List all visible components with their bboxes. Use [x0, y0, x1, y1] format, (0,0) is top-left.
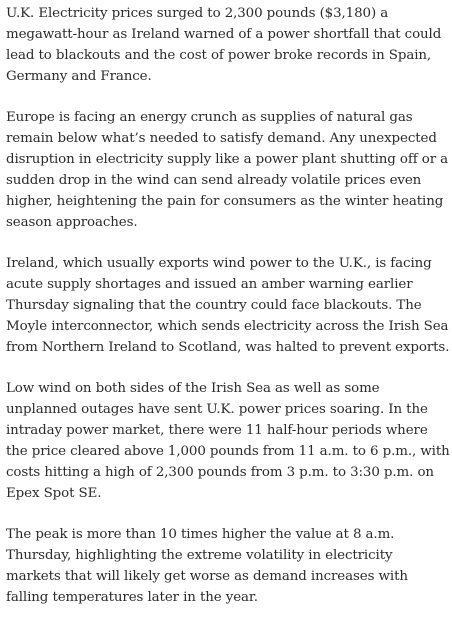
paragraph-1: U.K. Electricity prices surged to 2,300 pounds ($3,180) a megawatt-hour as Ireland warned of a power shortfall that could lead to blackouts and the cost of power broke records in Spain, Germany and France.: [6, 6, 442, 84]
paragraph-2: Europe is facing an energy crunch as supplies of natural gas remain below what’s needed to satisfy demand. Any unexpected disruption in electricity supply like a power plant shutting off or a sudden drop in the wind can send already volatile prices even higher, heightening the pain for consumers as the winter heating season approaches.: [6, 110, 449, 230]
paragraph-5: The peak is more than 10 times higher the value at 8 a.m. Thursday, highlighting the extreme volatility in electricity markets that will likely get worse as demand increases with falling temperatures later in the year.: [6, 527, 408, 605]
article-body: [6, 3, 450, 628]
paragraph-4: Low wind on both sides of the Irish Sea as well as some unplanned outages have sent U.K. power prices soaring. In the intraday power market, there were 11 half-hour periods where the price cleared above 1,000 pounds from 11 a.m. to 6 p.m., with costs hitting a high of 2,300 pounds from 3 p.m. to 3:30 p.m. on Epex Spot SE.: [6, 381, 450, 501]
paragraph-3: Ireland, which usually exports wind power to the U.K., is facing acute supply shortages and issued an amber warning earlier Thursday signaling that the country could face blackouts. The Moyle interconnector, which sends electricity across the Irish Sea from Northern Ireland to Scotland, was halted to prevent exports.: [6, 256, 450, 355]
